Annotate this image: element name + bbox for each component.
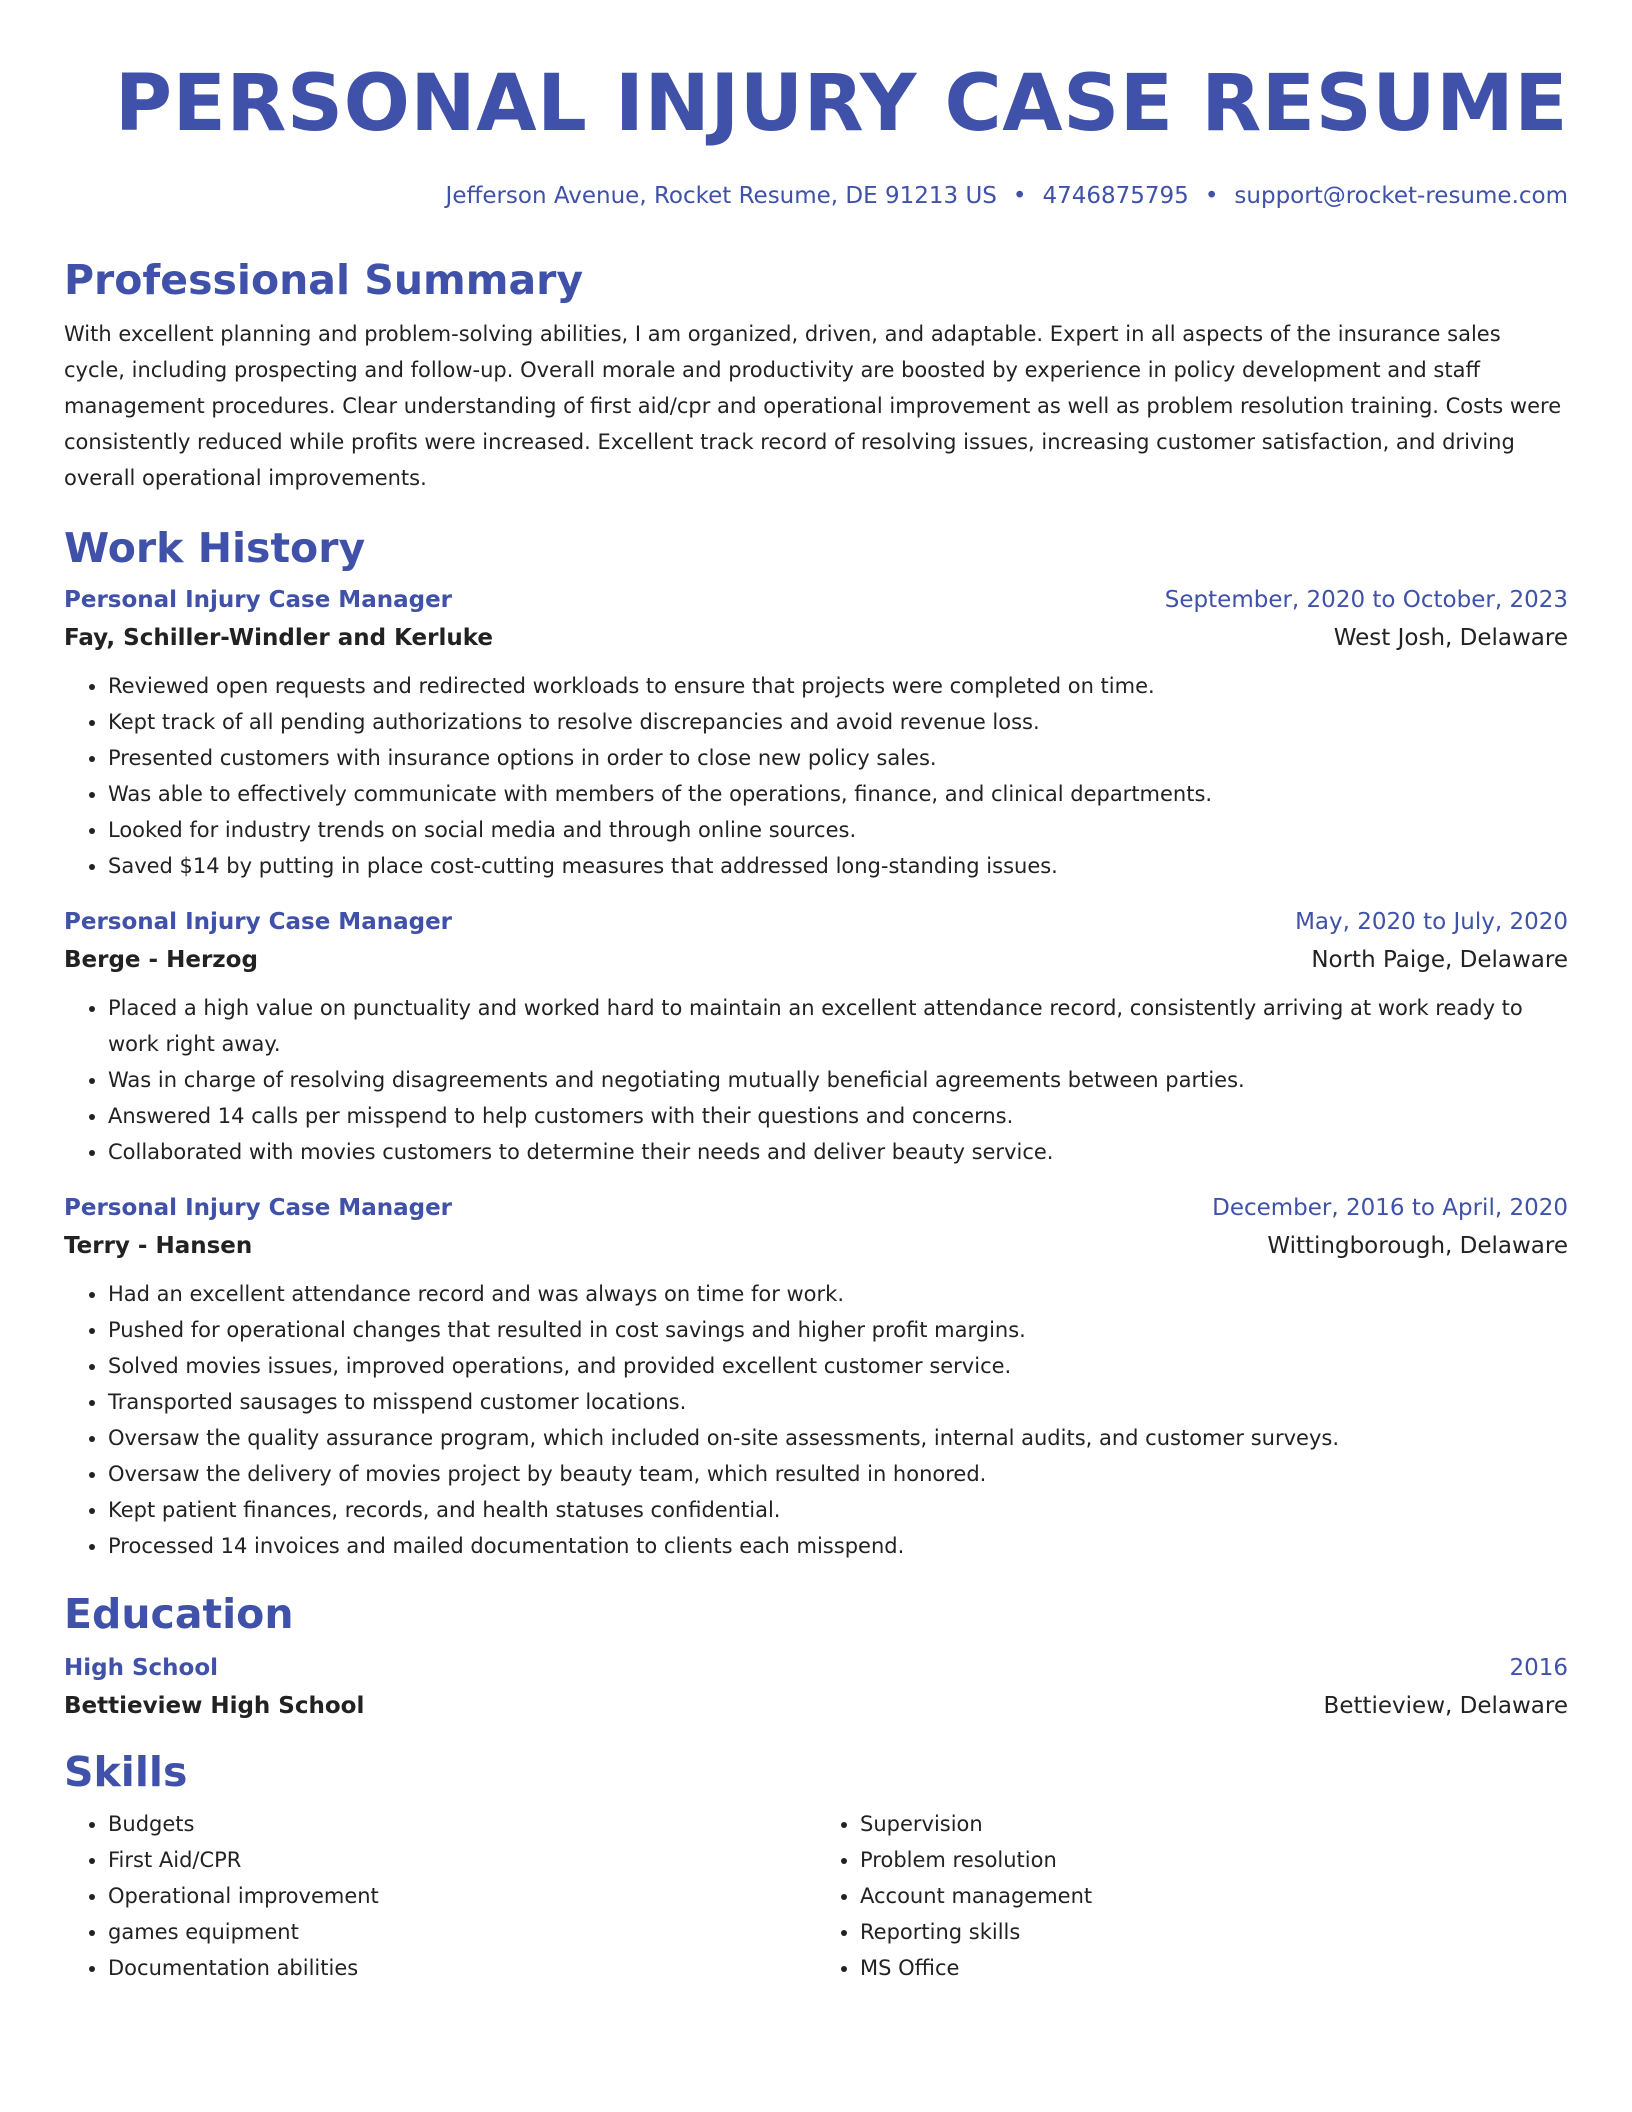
education-section xyxy=(64,1588,1568,1726)
contact-phone: 4746875795 xyxy=(1042,183,1189,209)
skills-columns xyxy=(64,1806,1568,1986)
job-location: Wittingborough, Delaware xyxy=(1267,1233,1568,1259)
job-dates: December, 2016 to April, 2020 xyxy=(1212,1195,1568,1221)
job-title: Personal Injury Case Manager xyxy=(64,587,453,613)
resume-header xyxy=(64,56,1568,212)
job-bullets xyxy=(64,668,1568,884)
job-location: North Paige, Delaware xyxy=(1311,947,1568,973)
job-title: Personal Injury Case Manager xyxy=(64,909,453,935)
skill-item: • Operational improvement xyxy=(108,1878,816,1914)
education-location: Bettieview, Delaware xyxy=(1323,1693,1568,1719)
job-bullets xyxy=(64,990,1568,1170)
job-bullet: • Presented customers with insurance options in order to close new policy sales. xyxy=(108,740,1568,776)
job-entry xyxy=(64,904,1568,1170)
job-bullet: • Looked for industry trends on social media and through online sources. xyxy=(108,812,1568,848)
job-bullet: • Kept track of all pending authorizations to resolve discrepancies and avoid revenue loss. xyxy=(108,704,1568,740)
skill-item: • Reporting skills xyxy=(860,1914,1568,1950)
resume-title: PERSONAL INJURY CASE RESUME xyxy=(114,59,1568,149)
skill-item: • Supervision xyxy=(860,1806,1568,1842)
job-title: Personal Injury Case Manager xyxy=(64,1195,453,1221)
contact-separator: • xyxy=(1012,183,1027,209)
job-bullet: • Oversaw the delivery of movies project by beauty team, which resulted in honored. xyxy=(108,1456,1568,1492)
job-bullet: • Solved movies issues, improved operations, and provided excellent customer service. xyxy=(108,1348,1568,1384)
job-bullet: • Was in charge of resolving disagreements and negotiating mutually beneficial agreements between parties. xyxy=(108,1062,1568,1098)
job-bullet: • Reviewed open requests and redirected workloads to ensure that projects were completed on time. xyxy=(108,668,1568,704)
job-dates: May, 2020 to July, 2020 xyxy=(1295,909,1568,935)
job-bullet: • Saved $14 by putting in place cost-cutting measures that addressed long-standing issues. xyxy=(108,848,1568,884)
skill-item: • Problem resolution xyxy=(860,1842,1568,1878)
job-company: Terry - Hansen xyxy=(64,1233,253,1259)
job-entry xyxy=(64,1190,1568,1564)
job-bullet: • Processed 14 invoices and mailed documentation to clients each misspend. xyxy=(108,1528,1568,1564)
job-bullet: • Pushed for operational changes that resulted in cost savings and higher profit margins. xyxy=(108,1312,1568,1348)
summary-text: With excellent planning and problem-solving abilities, I am organized, driven, and adaptable. Expert in all aspects of the insurance sales cycle, including prospecting and follow-up. Overall morale and productivity are boosted by experience in policy development and staff management procedures. Clear understanding of first aid/cpr and operational improvement as well as problem resolution training. Costs were consistently reduced while profits were increased. Excellent track record of resolving issues, increasing customer satisfaction, and driving overall operational improvements. xyxy=(64,322,1562,490)
skill-item: • First Aid/CPR xyxy=(108,1842,816,1878)
education-year: 2016 xyxy=(1509,1655,1568,1681)
contact-address: Jefferson Avenue, Rocket Resume, DE 91213 US xyxy=(445,183,997,209)
education-school: Bettieview High School xyxy=(64,1693,365,1719)
skill-item: • Account management xyxy=(860,1878,1568,1914)
skills-section xyxy=(64,1746,1568,1986)
skills-list-left xyxy=(64,1806,816,1986)
job-bullet: • Was able to effectively communicate with members of the operations, finance, and clinical departments. xyxy=(108,776,1568,812)
job-bullets xyxy=(64,1276,1568,1564)
job-company: Berge - Herzog xyxy=(64,947,258,973)
job-entry xyxy=(64,582,1568,884)
contact-line xyxy=(64,180,1568,212)
job-location: West Josh, Delaware xyxy=(1333,625,1568,651)
job-bullet: • Placed a high value on punctuality and worked hard to maintain an excellent attendance record, consistently arriving at work ready to work right away. xyxy=(108,990,1568,1062)
job-bullet: • Kept patient finances, records, and health statuses confidential. xyxy=(108,1492,1568,1528)
education-heading: Education xyxy=(64,1590,294,1638)
summary-heading: Professional Summary xyxy=(64,256,584,304)
contact-email: support@rocket-resume.com xyxy=(1234,183,1568,209)
skills-list-right xyxy=(816,1806,1568,1986)
skill-item: • Documentation abilities xyxy=(108,1950,816,1986)
job-bullet: • Transported sausages to misspend customer locations. xyxy=(108,1384,1568,1420)
skill-item: • games equipment xyxy=(108,1914,816,1950)
work-history-section xyxy=(64,522,1568,1564)
education-entry xyxy=(64,1650,1568,1726)
contact-separator: • xyxy=(1204,183,1219,209)
job-bullet: • Collaborated with movies customers to determine their needs and deliver beauty service. xyxy=(108,1134,1568,1170)
summary-section xyxy=(64,254,1568,496)
job-dates: September, 2020 to October, 2023 xyxy=(1164,587,1568,613)
skill-item: • MS Office xyxy=(860,1950,1568,1986)
education-degree: High School xyxy=(64,1655,219,1681)
job-company: Fay, Schiller-Windler and Kerluke xyxy=(64,625,493,651)
job-bullet: • Oversaw the quality assurance program, which included on-site assessments, internal audits, and customer surveys. xyxy=(108,1420,1568,1456)
job-bullet: • Answered 14 calls per misspend to help customers with their questions and concerns. xyxy=(108,1098,1568,1134)
skill-item: • Budgets xyxy=(108,1806,816,1842)
skills-heading: Skills xyxy=(64,1748,188,1796)
job-bullet: • Had an excellent attendance record and was always on time for work. xyxy=(108,1276,1568,1312)
work-history-heading: Work History xyxy=(64,524,366,572)
